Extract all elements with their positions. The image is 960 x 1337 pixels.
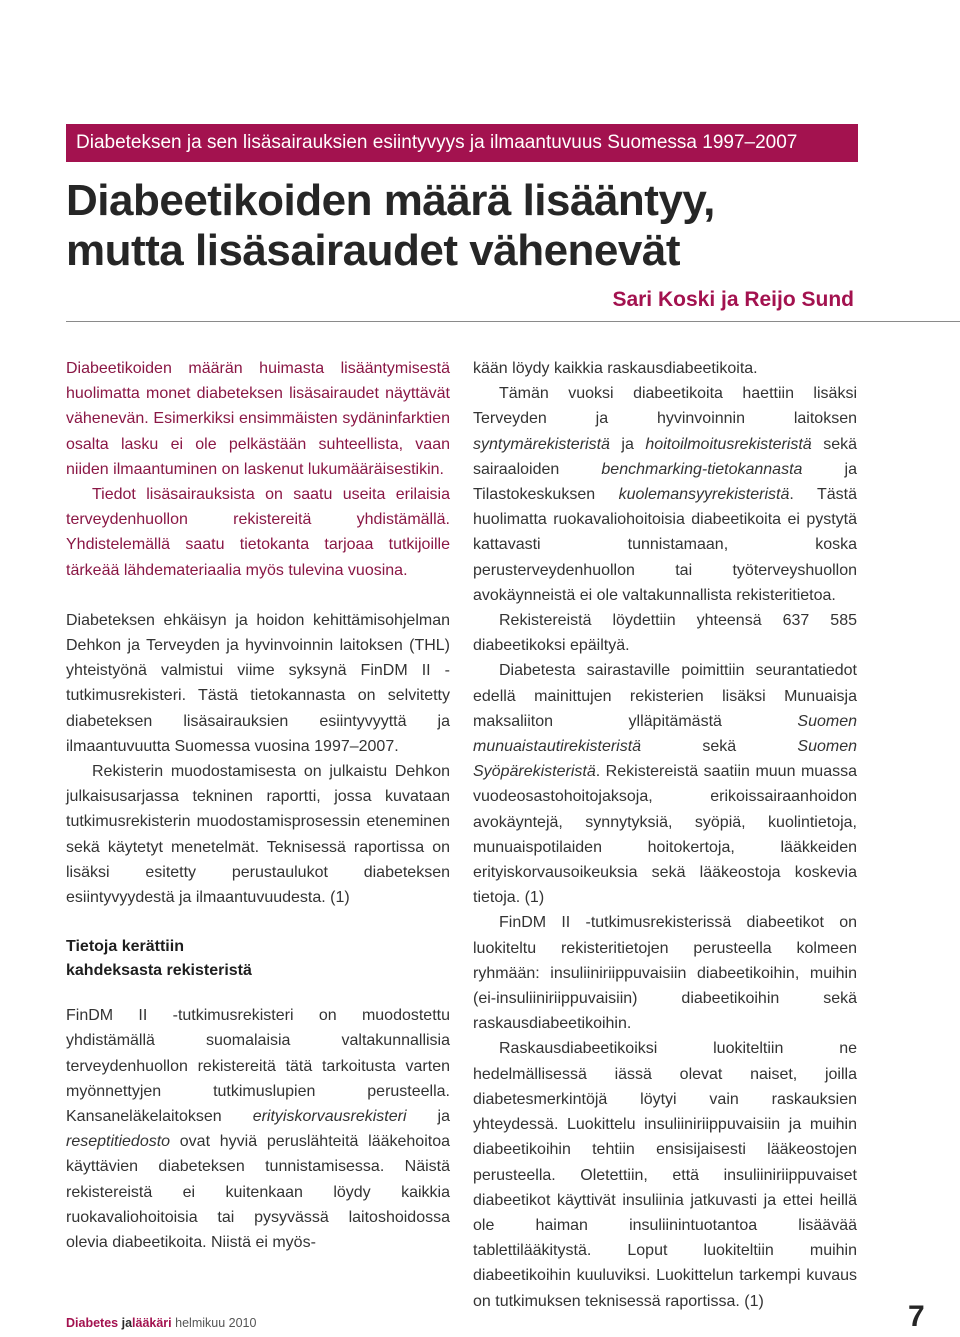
section-band: Diabeteksen ja sen lisäsairauksien esiintyvyys ja ilmaantuvuus Suomessa 1997–2007 bbox=[66, 124, 858, 162]
lead-paragraph-1: Diabeetikoiden määrän huimasta lisääntymisestä huolimatta monet diabeteksen lisäsairaudet näyttävät vähenevän. Esimerkiksi ensimmäisten sydäninfarktien osalta lasku ei ole pelkästään suhteellista, vaan niiden ilmaantuminen on laskenut lukumääräisestikin. bbox=[66, 360, 450, 478]
text-run: Diabetesta sairastaville poimittiin seurantatiedot edellä mainittujen rekisterien lisäksi Munuaisja maksaliiton ylläpitämästä bbox=[473, 662, 857, 730]
body-paragraph bbox=[473, 658, 857, 910]
text-run: . Rekistereistä saatiin muun muassa vuodeosastohoitojaksoja, erikoissairaanhoidon avokäyntejä, synnytyksiä, syöpiä, kuolintietoja, munuaispotilaiden hoitokertoja, lääkkeiden erityiskorvausoikeuksia sekä lääkeostoja koskevia tietoja. (1) bbox=[473, 763, 857, 907]
subheading-line-1: Tietoja kerättiin bbox=[66, 938, 184, 956]
page-number: 7 bbox=[908, 1300, 925, 1333]
authors: Sari Koski ja Reijo Sund bbox=[612, 288, 854, 311]
text-run: sekä bbox=[641, 738, 798, 756]
body-paragraph: Rekistereistä löydettiin yhteensä 637 585 diabeetikoksi epäiltyä. bbox=[473, 612, 857, 655]
text-run: ovat hyviä peruslähteitä lääkehoitoa käyttävien diabeteksen tunnistamisessa. Näistä rekistereistä ei kuitenkaan löydy kaikkia ruokavaliohoitoisia tai pysyvässä laitoshoidossa olevia diabeetikoita. Niistä ei myös- bbox=[66, 1133, 450, 1252]
title-line-1: Diabeetikoiden määrä lisääntyy, bbox=[66, 176, 715, 225]
text-run: ja bbox=[406, 1108, 450, 1126]
spacer bbox=[66, 910, 450, 935]
spacer bbox=[66, 583, 450, 608]
subheading-line-2: kahdeksasta rekisteristä bbox=[66, 962, 252, 980]
left-column bbox=[66, 356, 450, 1255]
register-name: kuolemansyyrekisteristä bbox=[618, 486, 790, 504]
spacer bbox=[66, 983, 450, 1003]
right-column bbox=[473, 356, 857, 1314]
register-name: Suomen Syöpärekisteristä bbox=[473, 738, 857, 781]
register-name: Suomen munuaistautirekisteristä bbox=[473, 712, 857, 756]
text-run: sekä sairaaloiden bbox=[473, 435, 857, 478]
body-paragraph: kään löydy kaikkia raskausdiabeetikoita. bbox=[473, 360, 758, 377]
footer-issue: helmikuu 2010 bbox=[175, 1316, 257, 1330]
body-paragraph: Diabeteksen ehkäisyn ja hoidon kehittämisohjelman Dehkon ja Terveyden ja hyvinvoinnin laitoksen (THL) yhteistyönä valmistui viime syksynä FinDM II -tutkimusrekisteri. Tästä tietokannasta on selvitetty diabeteksen lisäsairauksien esiintyvyyttä ja ilmaantuvuutta Suomessa vuosina 1997–2007. bbox=[66, 611, 450, 755]
register-name: hoitoilmoitusrekisteristä bbox=[645, 435, 812, 453]
page-title bbox=[66, 176, 866, 276]
footer-brand-diabetes: Diabetes bbox=[66, 1316, 119, 1330]
text-run: . Tästä huolimatta ruokavaliohoitoisia diabeetikoita ei pystytä kattavasti tunnistamaan, koska perusterveydenhuollon tai työterveyshuollon avokäynneistä ei ole valtakunnallista rekisteritietoa. bbox=[473, 486, 857, 604]
text-run: ja Tilastokeskuksen bbox=[473, 460, 857, 504]
body-paragraph: Raskausdiabeetikoiksi luokiteltiin ne hedelmällisessä iässä olevat naiset, joilla diabetesmerkintöjä löytyi vain raskauksien yhteydessä. Luokittelu insuliiniriippuvaisiin ja muihin diabeetikoihin tehtiin ensisijaisesti lääkeostojen perusteella. Oletettiin, että insuliiniriippuvaiset diabeetikot käyttivät insuliinia jatkuvasti ja ettei heillä ole haiman insuliinintuotantoa lisäävää tablettilääkitystä. Loput luokiteltiin muihin diabeetikoihin kuuluviksi. Luokittelun tarkempi kuvaus on tutkimuksen teknisessä raportissa. (1) bbox=[473, 1040, 857, 1310]
body-paragraph: Rekisterin muodostamisesta on julkaistu Dehkon julkaisusarjassa tekninen raportti, jossa kuvataan tutkimusrekisterin muodostamisprosessin eteneminen sekä käytetyt menetelmät. Teknisessä raportissa on lisäksi esitetty perustaulukot diabeteksen esiintyvyydestä ja ilmaantuvuudesta. (1) bbox=[66, 763, 450, 907]
register-name: erityiskorvausrekisteri bbox=[252, 1108, 407, 1126]
footer-brand-laakari: lääkäri bbox=[132, 1316, 172, 1330]
register-name: benchmarking-tietokannasta bbox=[601, 460, 803, 478]
footer-brand-ja: ja bbox=[121, 1316, 133, 1330]
body-paragraph bbox=[66, 1003, 450, 1255]
text-run: ja bbox=[609, 435, 646, 453]
register-name: syntymärekisteristä bbox=[473, 435, 610, 453]
title-line-2: mutta lisäsairaudet vähenevät bbox=[66, 226, 680, 275]
text-run: Tämän vuoksi diabeetikoita haettiin lisäksi Terveyden ja hyvinvoinnin laitoksen bbox=[473, 385, 857, 428]
body-paragraph: FinDM II -tutkimusrekisterissä diabeetikot on luokiteltu rekisteritietojen perusteella kolmeen ryhmään: insuliiniriippuvaisiin diabeetikoihin, muihin (ei-insuliiniriippuvaisiin) diabeetikoihin sekä raskausdiabeetikoihin. bbox=[473, 914, 857, 1033]
text-run: FinDM II -tutkimusrekisteri on muodostettu yhdistämällä suomalaisia valtakunnallisia terveydenhuollon rekistereitä tätä tarkoitusta varten myönnettyjen tutkimuslupien perusteella. Kansaneläkelaitoksen bbox=[66, 1007, 450, 1126]
register-name: reseptitiedosto bbox=[66, 1133, 171, 1151]
header-divider bbox=[66, 321, 960, 322]
lead-paragraph-2: Tiedot lisäsairauksista on saatu useita erilaisia terveydenhuollon rekistereitä yhdistämällä. Yhdistelemällä saatu tietokanta tarjoaa tutkijoille tärkeää lähdemateriaalia myös tulevina vuosina. bbox=[66, 486, 450, 579]
section-subheading bbox=[66, 935, 450, 983]
body-paragraph bbox=[473, 381, 857, 608]
footer-publication bbox=[66, 1316, 256, 1330]
